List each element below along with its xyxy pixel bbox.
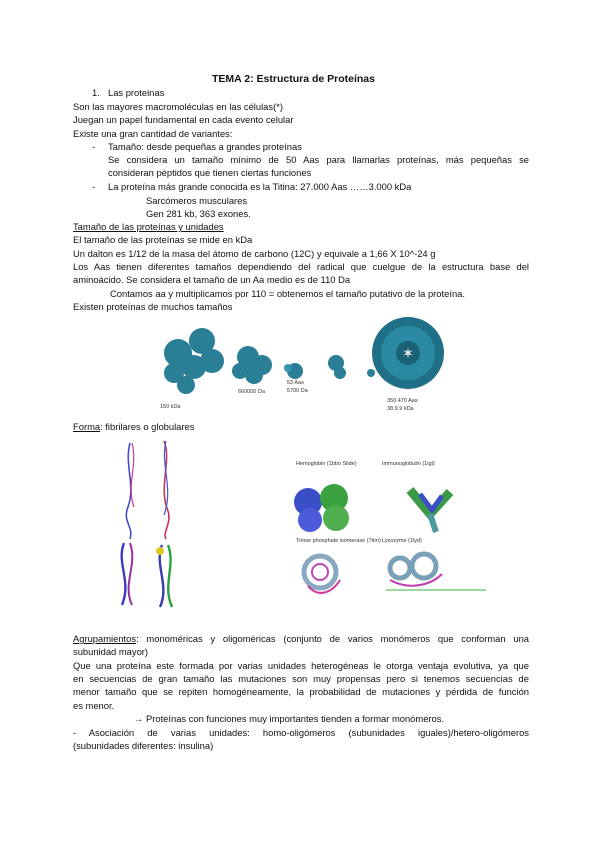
size-units-line: Los Aas tienen diferentes tamaños dependiendo del radical que cuelgue de la estructura base del	[73, 261, 529, 272]
titin-detail: Sarcómeros musculares	[146, 195, 248, 206]
bullet-dash: -	[92, 141, 96, 152]
intro-line: Son las mayores macromoléculas en las células(*)	[73, 101, 283, 112]
bullet-size: Tamaño: desde pequeñas a grandes proteínas	[108, 141, 302, 152]
section-number: 1.	[92, 87, 100, 98]
forma-heading: Forma	[73, 421, 101, 432]
size-label: 5700 Da	[287, 388, 308, 394]
size-label: 38.9.9 kDa	[387, 406, 414, 412]
association-line: - Asociación de varias unidades: homo-oligómeros (subunidades iguales)/hetero-oligómeros	[73, 727, 529, 738]
size-units-line: Existen proteínas de muchos tamaños	[73, 301, 233, 312]
size-units-line: Un dalton es 1/12 de la masa del átomo de carbono (12C) y equivale a 1,66 X 10^-24 g	[73, 248, 436, 259]
size-units-heading: Tamaño de las proteínas y unidades	[73, 221, 224, 232]
bullet-titin: La proteína más grande conocida es la Titina: 27.000 Aas ……3.000 kDa	[108, 181, 412, 192]
association-line: (subunidades diferentes: insulina)	[73, 740, 214, 751]
globular-proteins-image	[290, 460, 500, 610]
size-label: 150 kDa	[160, 404, 181, 410]
paragraph-line: menor tamaño que se repiten homogéneamente, la probabilidad de mutaciones y pérdida de función	[73, 686, 529, 697]
size-units-line: aminoácido. Se considera el tamaño de un Aa medio es de 110 Da	[73, 274, 351, 285]
svg-text:✶: ✶	[402, 345, 414, 361]
intro-line: Juegan un papel fundamental en cada evento celular	[73, 114, 294, 125]
size-label: 350.470 Aas	[387, 398, 418, 404]
globular-label: Lysozyme (1lyd)	[382, 538, 422, 544]
agrupamientos-heading: Agrupamientos	[73, 633, 137, 644]
bullet-size-detail: Se considera un tamaño mínimo de 50 Aas para llamarlas proteínas, más pequeñas se	[108, 154, 529, 165]
globular-proteins-figure	[290, 460, 500, 610]
size-label: 53 Aas	[287, 380, 304, 386]
titin-detail: Gen 281 kb, 363 exones.	[146, 208, 251, 219]
section-title: Las proteinas	[108, 87, 165, 98]
intro-line: Existe una gran cantidad de variantes:	[73, 128, 233, 139]
fibrillar-proteins-figure	[110, 435, 200, 610]
size-units-line: Contamos aa y multiplicamos por 110 = obtenemos el tamaño putativo de la proteína.	[110, 288, 465, 299]
bullet-size-detail: consideran péptidos que tienen ciertas funciones	[108, 167, 312, 178]
forma-line	[73, 421, 194, 432]
globular-label: Triose phosphate isomerase (7tim)	[296, 538, 381, 544]
size-label: 660000 Da	[238, 389, 265, 395]
paragraph-line: en secuencias de gran tamaño las mutaciones son muy propensas pero si tenemos secuencias de	[73, 673, 529, 684]
bullet-dash: -	[92, 181, 96, 192]
agrupamientos-line: Agrupamientos: monoméricas y oligoméricas (conjunto de varios monómeros que conforman una	[73, 633, 529, 644]
forma-rest: : fibrilares o globulares	[100, 421, 195, 432]
paragraph-line: Que una proteína este formada por varias unidades heterogéneas le otorga ventaja evolutiva, ya que	[73, 660, 529, 671]
paragraph-line: es menor.	[73, 700, 115, 711]
arrow-note: → Proteínas con funciones muy importantes tienden a formar monómeros.	[134, 713, 445, 724]
globular-label: Immunoglobulin (1igt)	[382, 461, 435, 467]
size-units-line: El tamaño de las proteínas se mide en kDa	[73, 234, 253, 245]
globular-label: Hemoglobin (1bbo Slide)	[296, 461, 357, 467]
agrupamientos-line: subunidad mayor)	[73, 646, 149, 657]
page-title: TEMA 2: Estructura de Proteínas	[212, 73, 375, 85]
fibrillar-proteins-image	[110, 435, 200, 610]
